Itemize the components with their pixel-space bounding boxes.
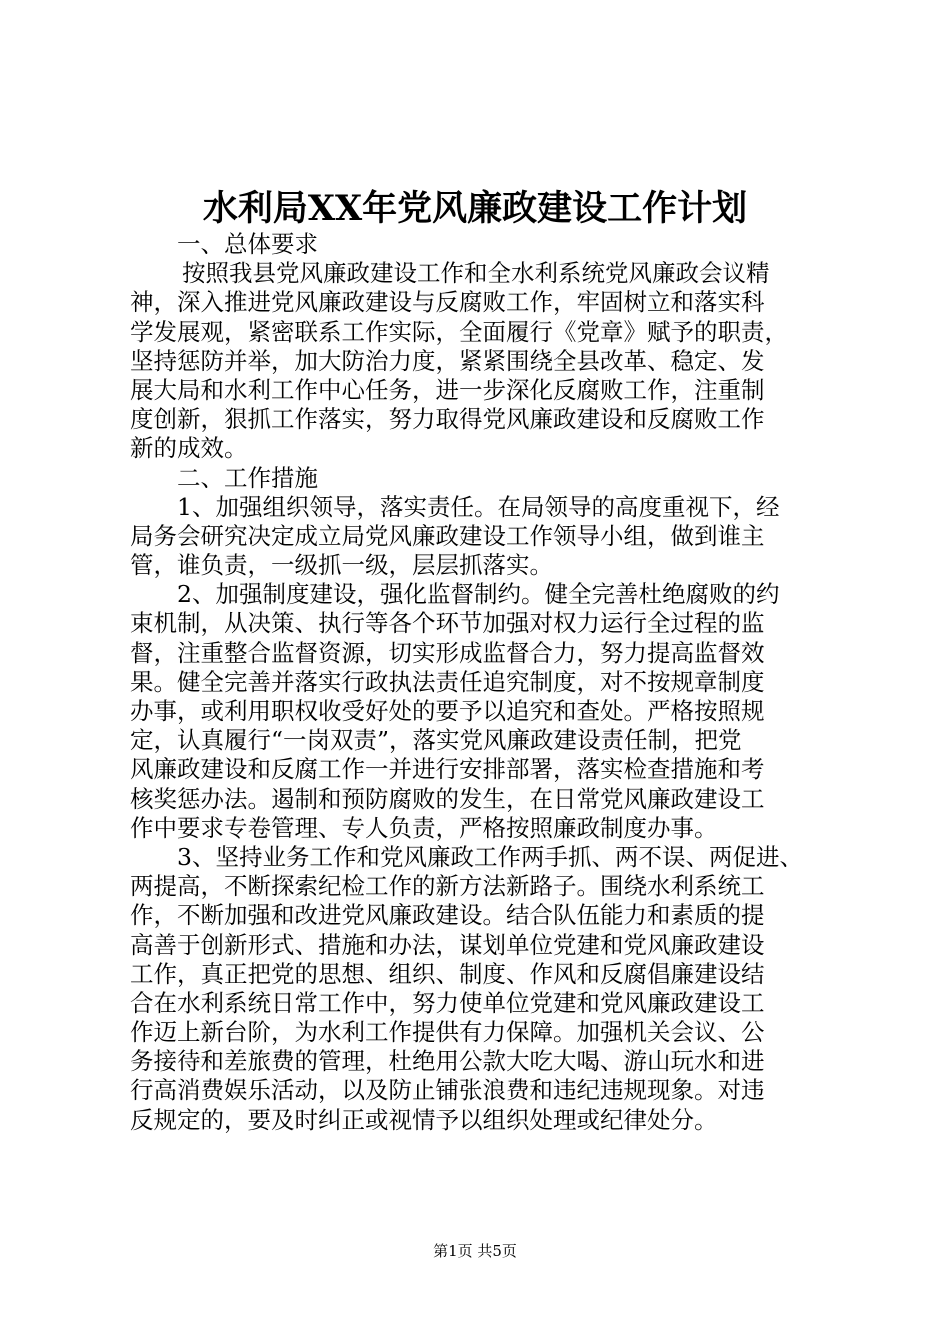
paragraph-line: 作，不断加强和改进党风廉政建设。结合队伍能力和素质的提 [130,901,765,930]
paragraph-line: 作中要求专卷管理、专人负责，严格按照廉政制度办事。 [130,813,718,842]
paragraph-line: 束机制，从决策、执行等各个环节加强对权力运行全过程的监 [130,609,765,638]
section-heading-general: 一、总体要求 [177,230,318,258]
paragraph-line: 行高消费娱乐活动，以及防止铺张浪费和违纪违规现象。对违 [130,1076,765,1105]
paragraph-line: 2、加强制度建设，强化监督制约。健全完善杜绝腐败的约 [177,580,780,609]
paragraph-line: 高善于创新形式、措施和办法，谋划单位党建和党风廉政建设 [130,930,765,959]
paragraph-line: 核奖惩办法。遏制和预防腐败的发生，在日常党风廉政建设工 [130,784,765,813]
paragraph-line: 新的成效。 [130,434,248,463]
paragraph-line: 神，深入推进党风廉政建设与反腐败工作，牢固树立和落实科 [130,288,765,317]
paragraph-line: 展大局和水利工作中心任务，进一步深化反腐败工作，注重制 [130,375,765,404]
paragraph-line: 管，谁负责，一级抓一级，层层抓落实。 [130,551,553,580]
paragraph-line: 按照我县党风廉政建设工作和全水利系统党风廉政会议精 [182,259,770,288]
paragraph-line: 坚持惩防并举，加大防治力度，紧紧围绕全县改革、稳定、发 [130,346,765,375]
paragraph-line: 办事，或利用职权收受好处的要予以追究和查处。严格按照规 [130,697,765,725]
paragraph-line: 合在水利系统日常工作中，努力使单位党建和党风廉政建设工 [130,988,765,1017]
paragraph-line: 作迈上新台阶，为水利工作提供有力保障。加强机关会议、公 [130,1018,765,1047]
section-heading-measures: 二、工作措施 [177,463,318,492]
paragraph-line: 定，认真履行“一岗双责”，落实党风廉政建设责任制，把党 [130,726,742,755]
paragraph-line: 两提高，不断探索纪检工作的新方法新路子。围绕水利系统工 [130,872,765,901]
paragraph-line: 1、加强组织领导，落实责任。在局领导的高度重视下，经 [177,492,780,521]
paragraph-line: 反规定的，要及时纠正或视情予以组织处理或纪律处分。 [130,1105,718,1134]
paragraph-line: 学发展观，紧密联系工作实际，全面履行《党章》赋予的职责， [130,317,788,346]
paragraph-line: 督，注重整合监督资源，切实形成监督合力，努力提高监督效 [130,638,765,667]
paragraph-line: 工作，真正把党的思想、组织、制度、作风和反腐倡廉建设结 [130,959,765,988]
paragraph-line: 务接待和差旅费的管理，杜绝用公款大吃大喝、游山玩水和进 [130,1047,765,1076]
paragraph-line: 风廉政建设和反腐工作一并进行安排部署，落实检查措施和考 [130,755,765,784]
paragraph-line: 3、坚持业务工作和党风廉政工作两手抓、两不误、两促进、 [177,842,803,871]
document-title: 水利局XX年党风廉政建设工作计划 [202,188,748,229]
page-footer: 第1页 共5页 [433,1242,517,1260]
paragraph-line: 局务会研究决定成立局党风廉政建设工作领导小组，做到谁主 [130,521,765,550]
paragraph-line: 果。健全完善并落实行政执法责任追究制度，对不按规章制度 [130,667,765,696]
document-body [130,230,825,1135]
paragraph-line: 度创新，狠抓工作落实，努力取得党风廉政建设和反腐败工作 [130,405,765,434]
